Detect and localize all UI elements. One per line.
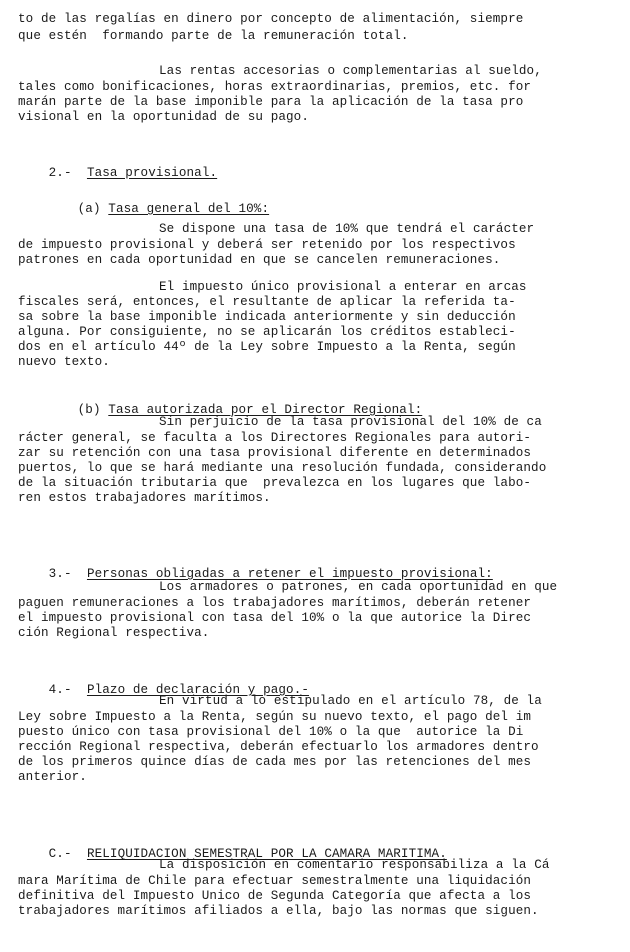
sub-a-p1-line-1: Se dispone una tasa de 10% que tendrá el carácter (159, 222, 535, 236)
section-4-number: 4.- (48, 683, 72, 697)
section-3-p1-line-2: paguen remuneraciones a los trabajadores marítimos, deberán retener (18, 596, 532, 610)
subsection-b-title: Tasa autorizada por el Director Regional: (108, 403, 423, 417)
section-4-p1-line-4: rección Regional respectiva, deberán efectuarlo los armadores dentro (18, 740, 539, 754)
section-c-p1-line-2: mara Marítima de Chile para efectuar semestralmente una liquidación (18, 874, 532, 888)
section-4-title: Plazo de declaración y pago.- (86, 683, 310, 697)
sub-a-p2-line-1: El impuesto único provisional a enterar en arcas (159, 280, 527, 294)
sub-a-p2-line-5: dos en el artículo 44º de la Ley sobre Impuesto a la Renta, según (18, 340, 516, 354)
section-c-title: RELIQUIDACION SEMESTRAL POR LA CAMARA MARITIMA. (86, 847, 447, 861)
section-c-p1-line-1: La disposición en comentario responsabiliza a la Cá (159, 858, 550, 872)
section-4-p1-line-2: Ley sobre Impuesto a la Renta, según su nuevo texto, el pago del im (18, 710, 532, 724)
sub-a-p1-line-2: de impuesto provisional y deberá ser retenido por los respectivos (18, 238, 516, 252)
section-4-p1-line-3: puesto único con tasa provisional del 10% o la que autorice la Di (18, 725, 524, 739)
section-4-p1-line-6: anterior. (18, 770, 87, 784)
accesorias-line-2: tales como bonificaciones, horas extraordinarias, premios, etc. for (18, 80, 532, 94)
section-3-p1-line-4: ción Regional respectiva. (18, 626, 210, 640)
subsection-b-marker: (b) (77, 403, 101, 417)
accesorias-line-4: visional en la oportunidad de su pago. (18, 110, 309, 124)
sub-b-p1-line-3: zar su retención con una tasa provisional diferente en determinados (18, 446, 532, 460)
section-2-title: Tasa provisional. (86, 166, 218, 180)
sub-b-p1-line-1: Sin perjuicio de la tasa provisional del 10% de ca (159, 415, 542, 429)
subsection-a-title: Tasa general del 10%: (108, 202, 270, 216)
sub-a-p2-line-4: alguna. Por consiguiente, no se aplicarán los créditos estableci- (18, 325, 516, 339)
intro-line-1: to de las regalías en dinero por concepto de alimentación, siempre (18, 12, 524, 26)
subsection-a-marker: (a) (77, 202, 101, 216)
sub-b-p1-line-2: rácter general, se faculta a los Directores Regionales para autori- (18, 431, 532, 445)
section-c-p1-line-4: trabajadores marítimos afiliados a ella, bajo las normas que siguen. (18, 904, 539, 918)
section-3-title: Personas obligadas a retener el impuesto provisional: (86, 567, 493, 581)
section-c-number: C.- (48, 847, 72, 861)
accesorias-line-3: marán parte de la base imponible para la aplicación de la tasa pro (18, 95, 524, 109)
section-c-p1-line-3: definitiva del Impuesto Unico de Segunda Categoría que afecta a los (18, 889, 532, 903)
sub-a-p2-line-3: sa sobre la base imponible indicada anteriormente y sin deducción (18, 310, 516, 324)
intro-line-2: que estén formando parte de la remuneración total. (18, 29, 409, 43)
sub-b-p1-line-5: de la situación tributaria que prevalezca en los lugares que labo- (18, 476, 532, 490)
section-4-p1-line-5: de los primeros quince días de cada mes por las retenciones del mes (18, 755, 532, 769)
section-2-number: 2.- (48, 166, 72, 180)
sub-b-p1-line-6: ren estos trabajadores marítimos. (18, 491, 271, 505)
sub-b-p1-line-4: puertos, lo que se hará mediante una resolución fundada, considerando (18, 461, 547, 475)
section-3-number: 3.- (48, 567, 72, 581)
section-3-p1-line-1: Los armadores o patrones, en cada oportunidad en que (159, 580, 558, 594)
section-3-p1-line-3: el impuesto provisional con tasa del 10% o la que autorice la Direc (18, 611, 532, 625)
sub-a-p1-line-3: patrones en cada oportunidad en que se cancelen remuneraciones. (18, 253, 501, 267)
section-4-p1-line-1: En virtud a lo estipulado en el artículo 78, de la (159, 694, 542, 708)
accesorias-line-1: Las rentas accesorias o complementarias al sueldo, (159, 64, 542, 78)
sub-a-p2-line-6: nuevo texto. (18, 355, 110, 369)
sub-a-p2-line-2: fiscales será, entonces, el resultante de aplicar la referida ta- (18, 295, 516, 309)
